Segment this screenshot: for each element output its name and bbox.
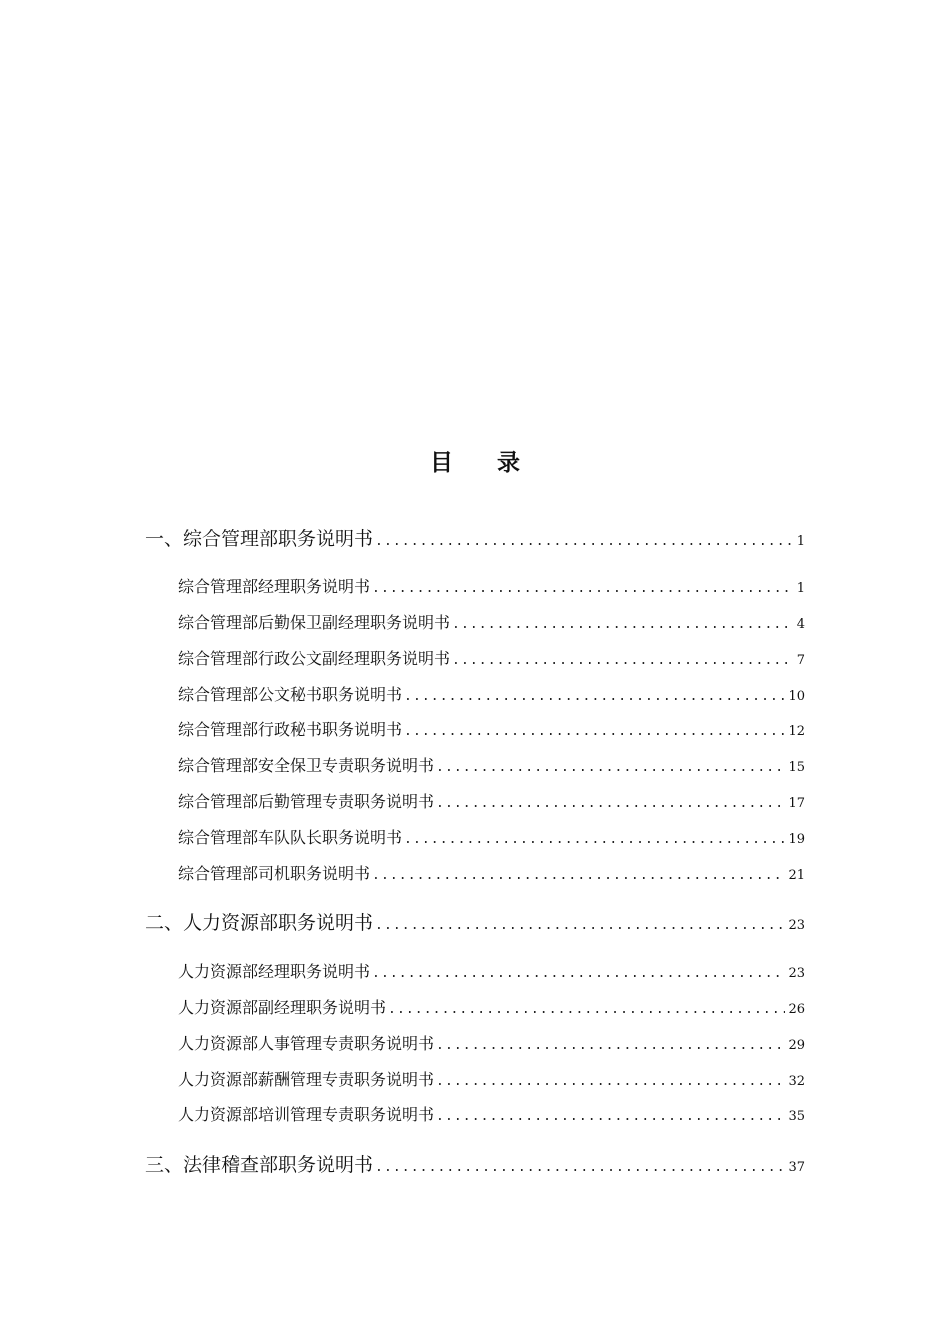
toc-entry-page: 12 — [788, 724, 805, 739]
toc-entry-page: 37 — [788, 1160, 805, 1175]
toc-entry-page: 4 — [796, 617, 805, 632]
toc-dot-leader — [452, 617, 794, 632]
toc-entry-page: 19 — [788, 832, 805, 847]
toc-entry-label: 综合管理部安全保卫专责职务说明书 — [178, 756, 435, 775]
toc-dot-leader — [452, 653, 794, 668]
toc-dot-leader — [372, 581, 794, 596]
toc-entry — [145, 524, 805, 551]
toc-entry — [178, 682, 805, 705]
toc-entry-page: 32 — [788, 1074, 805, 1089]
toc-entry — [145, 908, 805, 935]
toc-dot-leader — [436, 1038, 785, 1053]
toc-entry-page: 1 — [796, 581, 805, 596]
toc-dot-leader — [436, 796, 785, 811]
toc-dot-leader — [388, 1002, 785, 1017]
toc-dot-leader — [436, 1109, 785, 1124]
toc-entry-label: 综合管理部后勤管理专责职务说明书 — [178, 792, 435, 811]
toc-dot-leader — [372, 966, 785, 981]
toc-entry — [178, 610, 805, 633]
toc-entry — [178, 1067, 805, 1090]
toc-entry-page: 35 — [788, 1109, 805, 1124]
toc-dot-leader — [436, 1074, 785, 1089]
toc-dot-leader — [404, 724, 785, 739]
toc-entry — [178, 1031, 805, 1054]
toc-dot-leader — [375, 534, 794, 549]
toc-entry-label: 二、人力资源部职务说明书 — [145, 912, 374, 934]
toc-entry-page: 23 — [788, 918, 805, 933]
toc-entry-page: 21 — [788, 868, 805, 883]
toc-dot-leader — [404, 689, 785, 704]
toc-entry-label: 一、综合管理部职务说明书 — [145, 528, 374, 550]
toc-entry-label: 综合管理部司机职务说明书 — [178, 864, 371, 883]
toc-entry-label: 人力资源部经理职务说明书 — [178, 962, 371, 981]
toc-entry — [178, 717, 805, 740]
toc-entry-page: 23 — [788, 966, 805, 981]
toc-entry-page: 17 — [788, 796, 805, 811]
toc-dot-leader — [375, 1160, 785, 1175]
toc-dot-leader — [436, 760, 785, 775]
toc-entry-page: 15 — [788, 760, 805, 775]
toc-title: 目录 — [430, 449, 564, 476]
toc-entry — [178, 861, 805, 884]
toc-entry-page: 26 — [788, 1002, 805, 1017]
toc-entry-label: 综合管理部经理职务说明书 — [178, 577, 371, 596]
toc-entry-label: 综合管理部行政秘书职务说明书 — [178, 720, 403, 739]
toc-entry — [178, 574, 805, 597]
toc-entry — [178, 995, 805, 1018]
toc-entry — [178, 753, 805, 776]
toc-dot-leader — [372, 868, 785, 883]
toc-entry-label: 综合管理部公文秘书职务说明书 — [178, 685, 403, 704]
toc-entry-page: 7 — [796, 653, 805, 668]
toc-dot-leader — [404, 832, 785, 847]
toc-entry-page: 29 — [788, 1038, 805, 1053]
toc-entry — [178, 1102, 805, 1125]
toc-entry — [145, 1150, 805, 1177]
toc-entry-page: 1 — [796, 534, 805, 549]
toc-entry-label: 人力资源部人事管理专责职务说明书 — [178, 1034, 435, 1053]
toc-entry-label: 人力资源部副经理职务说明书 — [178, 998, 387, 1017]
toc-entry-page: 10 — [788, 689, 805, 704]
toc-entry-label: 综合管理部后勤保卫副经理职务说明书 — [178, 613, 451, 632]
toc-entry — [178, 646, 805, 669]
toc-entry-label: 三、法律稽查部职务说明书 — [145, 1154, 374, 1176]
toc-entry-label: 综合管理部车队队长职务说明书 — [178, 828, 403, 847]
toc-entry-label: 人力资源部培训管理专责职务说明书 — [178, 1105, 435, 1124]
toc-dot-leader — [375, 918, 785, 933]
toc-entry — [178, 959, 805, 982]
toc-entry-label: 综合管理部行政公文副经理职务说明书 — [178, 649, 451, 668]
toc-entry — [178, 825, 805, 848]
toc-entry-label: 人力资源部薪酬管理专责职务说明书 — [178, 1070, 435, 1089]
toc-entry — [178, 789, 805, 812]
